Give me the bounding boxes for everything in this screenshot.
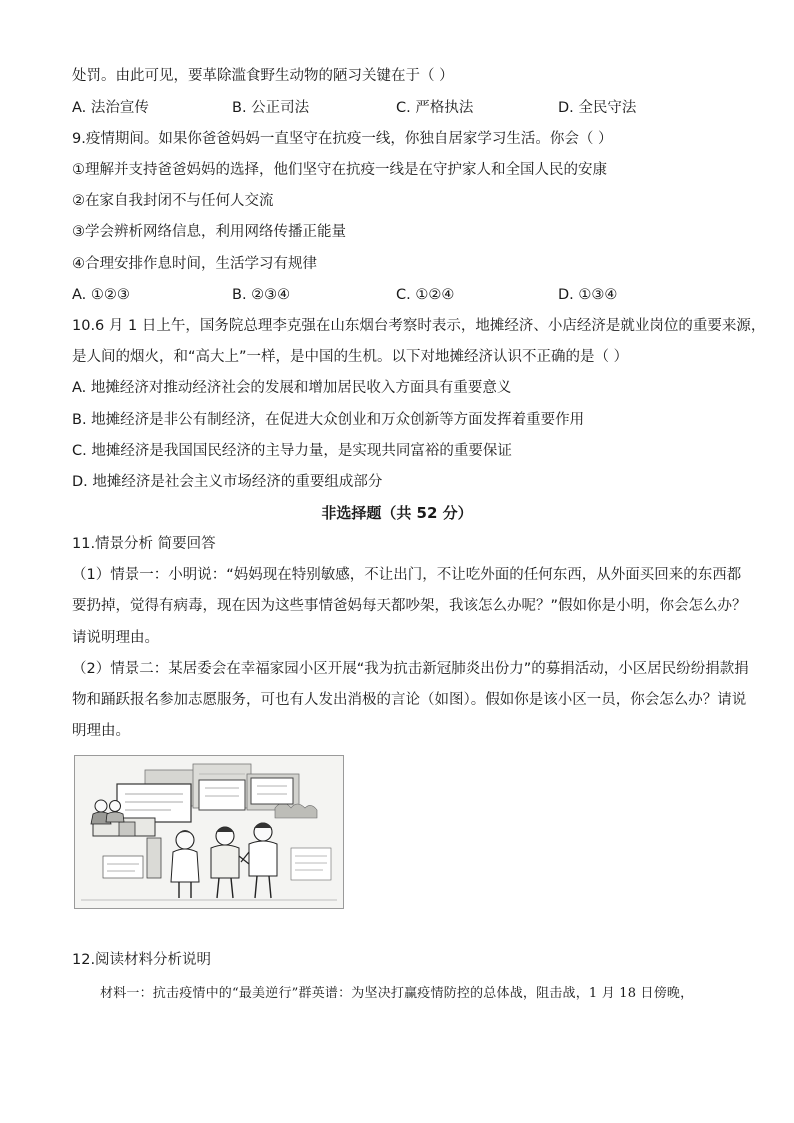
q11-heading: 11.情景分析 简要回答: [72, 536, 216, 552]
q9-option-a: A. ①②③: [72, 287, 130, 303]
q9-option-d: D. ①③④: [558, 287, 618, 303]
q10-stem-line-2: 是人间的烟火，和“高大上”一样，是中国的生机。以下对地摊经济认识不正确的是（ ）: [72, 349, 629, 365]
q9-option-c: C. ①②④: [396, 287, 455, 303]
q10-option-a: A. 地摊经济对推动经济社会的发展和增加居民收入方面具有重要意义: [72, 380, 512, 396]
q10-option-b: B. 地摊经济是非公有制经济，在促进大众创业和万众创新等方面发挥着重要作用: [72, 412, 585, 428]
q10-stem-line-1: 10.6 月 1 日上午，国务院总理李克强在山东烟台考察时表示，地摊经济、小店经济是就业岗位的重要来源，: [72, 318, 766, 334]
q10-option-d: D. 地摊经济是社会主义市场经济的重要组成部分: [72, 474, 383, 490]
community-cartoon-illustration: [74, 755, 344, 909]
q10-option-c: C. 地摊经济是我国国民经济的主导力量，是实现共同富裕的重要保证: [72, 443, 512, 459]
q9-stem: 9.疫情期间。如果你爸爸妈妈一直坚守在抗疫一线，你独自居家学习生活。你会（ ）: [72, 131, 613, 147]
q8-option-d: D. 全民守法: [558, 100, 637, 116]
q11-scenario-1-line-3: 请说明理由。: [72, 630, 159, 646]
q9-item-1: ①理解并支持爸爸妈妈的选择，他们坚守在抗疫一线是在守护家人和全国人民的安康: [72, 162, 607, 178]
q8-option-a: A. 法治宣传: [72, 100, 149, 116]
q9-item-2: ②在家自我封闭不与任何人交流: [72, 193, 274, 209]
q8-option-b: B. 公正司法: [232, 100, 310, 116]
q9-item-3: ③学会辨析网络信息，利用网络传播正能量: [72, 224, 346, 240]
section-title: 非选择题（共 52 分）: [321, 504, 473, 522]
q11-scenario-2-line-2: 物和踊跃报名参加志愿服务，可也有人发出消极的言论（如图）。假如你是该小区一员，你会怎么办？请说: [72, 692, 747, 708]
q11-scenario-2-line-1: （2）情景二：某居委会在幸福家园小区开展“我为抗击新冠肺炎出份力”的募捐活动，小区居民纷纷捐款捐: [72, 661, 749, 677]
q11-scenario-1-line-2: 要扔掉，觉得有病毒，现在因为这些事情爸妈每天都吵架，我该怎么办呢？”假如你是小明，你会怎么办？: [72, 598, 747, 614]
q12-heading: 12.阅读材料分析说明: [72, 952, 212, 968]
q11-scenario-1-line-1: （1）情景一：小明说：“妈妈现在特别敏感，不让出门，不让吃外面的任何东西，从外面买回来的东西都: [72, 567, 742, 583]
q12-material-1: 材料一：抗击疫情中的“最美逆行”群英谱：为坚决打赢疫情防控的总体战，阻击战，1 月 18 日傍晚，: [100, 986, 694, 1001]
q8-option-c: C. 严格执法: [396, 100, 474, 116]
q8-options: [72, 98, 732, 118]
q8-stem-tail: 处罚。由此可见，要革除滥食野生动物的陋习关键在于（ ）: [72, 68, 454, 84]
q11-scenario-2-line-3: 明理由。: [72, 723, 130, 739]
cartoon-drawing: [75, 756, 343, 908]
q9-option-b: B. ②③④: [232, 287, 291, 303]
q9-options: [72, 285, 732, 305]
q9-item-4: ④合理安排作息时间，生活学习有规律: [72, 256, 317, 272]
